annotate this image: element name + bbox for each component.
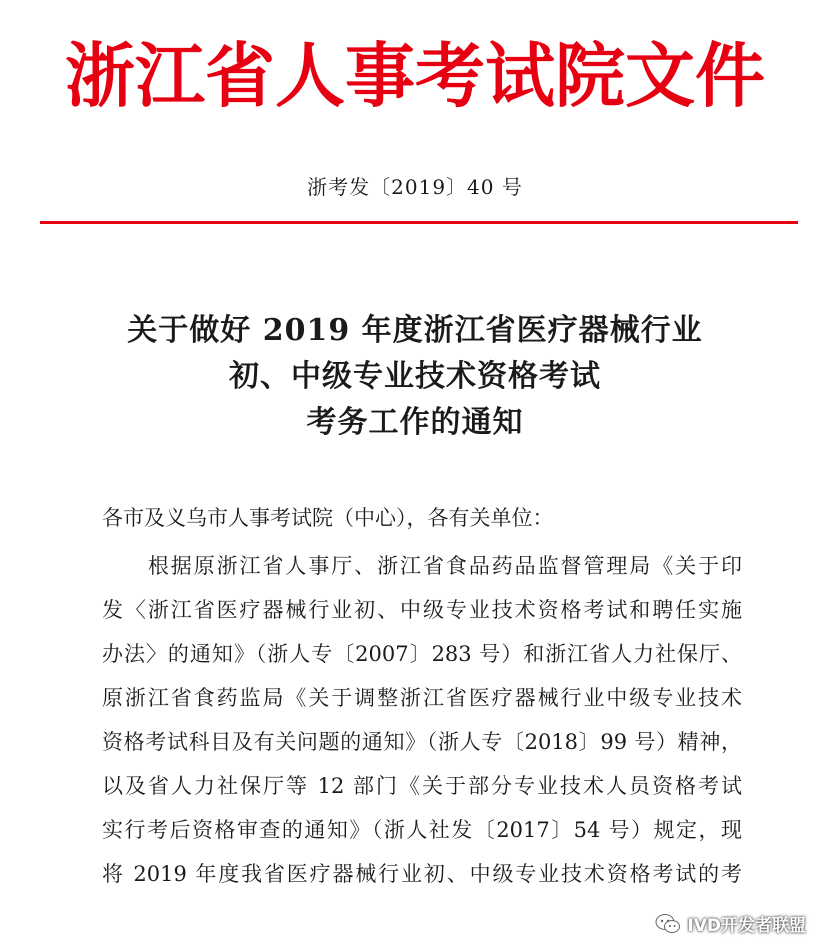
title-line: 考务工作的通知 (306, 405, 524, 440)
body-line: 实行考后资格审查的通知》（浙人社发〔2017〕54 号）规定，现 (102, 818, 742, 842)
notice-title (0, 308, 830, 446)
body-line: 将 2019 年度我省医疗器械行业初、中级专业技术资格考试的考 (102, 862, 742, 886)
body-paragraph (102, 544, 742, 896)
body-line: 根据原浙江省人事厅、浙江省食品药品监督管理局《关于印 (102, 554, 742, 578)
title-line: 初、中级专业技术资格考试 (229, 359, 601, 394)
body-line: 资格考试科目及有关问题的通知》（浙人专〔2018〕99 号）精神， (102, 730, 742, 754)
salutation: 各市及义乌市人事考试院（中心），各有关单位： (102, 506, 554, 530)
wechat-icon (655, 913, 681, 935)
body-line: 办法〉的通知》（浙人专〔2007〕283 号）和浙江省人力社保厅、 (102, 642, 742, 666)
body-line: 以及省人力社保厅等 12 部门《关于部分专业技术人员资格考试 (102, 774, 742, 798)
body-line: 原浙江省食药监局《关于调整浙江省医疗器械行业中级专业技术 (102, 686, 742, 710)
header-divider (40, 221, 798, 224)
masthead-title: 浙江省人事考试院文件 (65, 35, 765, 117)
title-line: 关于做好 2019 年度浙江省医疗器械行业 (127, 313, 703, 348)
body-line: 发〈浙江省医疗器械行业初、中级专业技术资格考试和聘任实施 (102, 598, 742, 622)
document-number: 浙考发〔2019〕40 号 (307, 175, 523, 199)
watermark-text: IVD开发者联盟 (687, 916, 806, 936)
watermark (655, 911, 806, 936)
